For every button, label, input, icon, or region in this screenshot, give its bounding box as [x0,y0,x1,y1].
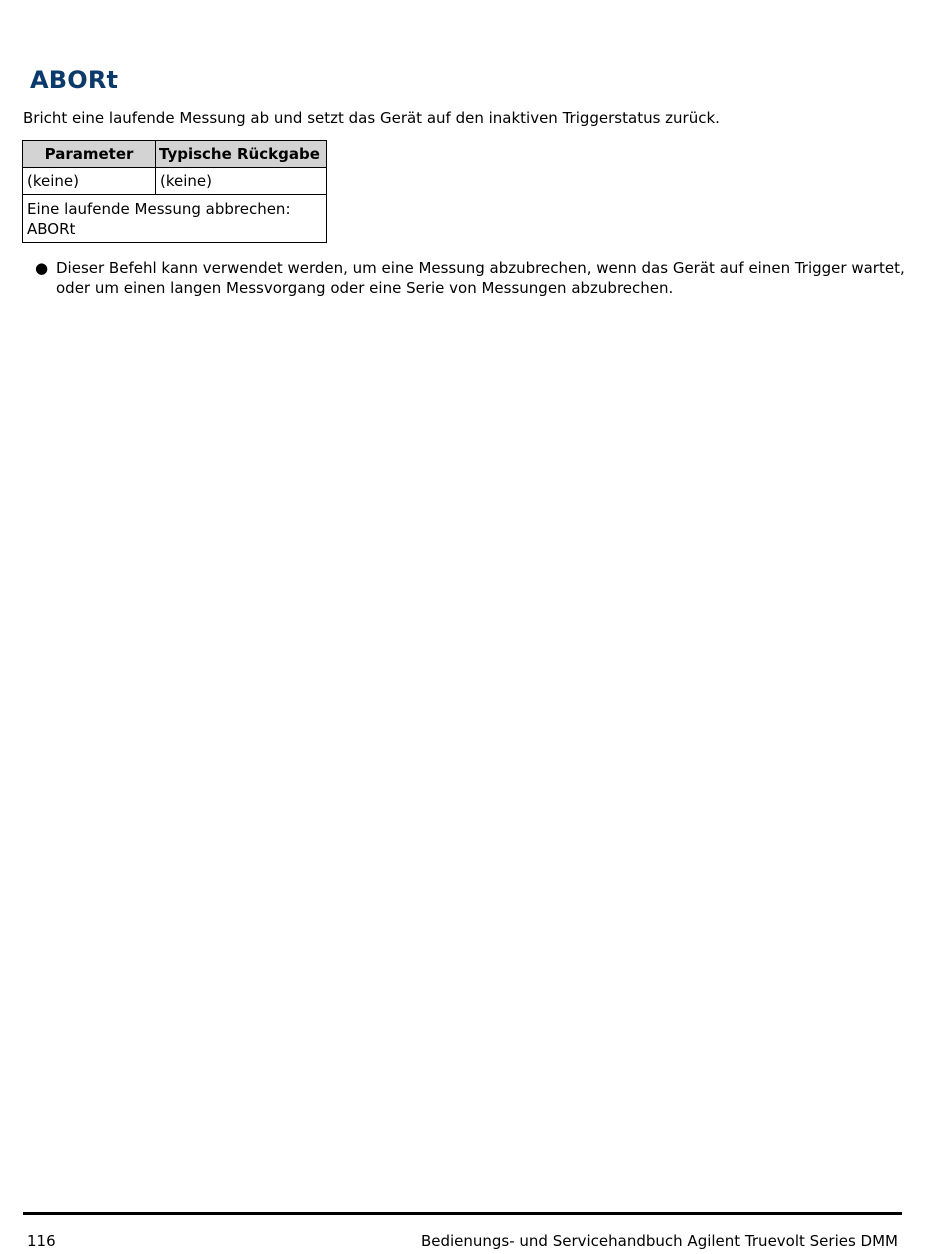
cell-typical-return: (keine) [156,168,327,195]
example-label: Eine laufende Messung abbrechen: [27,200,291,218]
footer-divider [23,1212,902,1215]
parameter-table [22,140,327,243]
list-item [35,258,905,298]
table-header-row [23,141,327,168]
notes-list [35,258,905,298]
note-text: Dieser Befehl kann verwendet werden, um eine Messung abzubrechen, wenn das Gerät auf einen Trigger wartet, oder um einen langen Messvorgang oder eine Serie von Messungen abzubrechen. [56,259,905,297]
page-title: ABORt [30,66,119,94]
example-command: ABORt [27,220,76,238]
example-cell [23,195,327,243]
footer-document-title: Bedienungs- und Servicehandbuch Agilent Truevolt Series DMM [420,1232,898,1250]
header-typical-return: Typische Rückgabe [156,141,327,168]
page-number: 116 [27,1232,56,1250]
table-row [23,168,327,195]
bullet-icon: ● [35,259,49,277]
intro-paragraph: Bricht eine laufende Messung ab und setzt das Gerät auf den inaktiven Triggerstatus zurück. [23,109,720,127]
header-parameter: Parameter [23,141,156,168]
example-row [23,195,327,243]
cell-parameter: (keine) [23,168,156,195]
